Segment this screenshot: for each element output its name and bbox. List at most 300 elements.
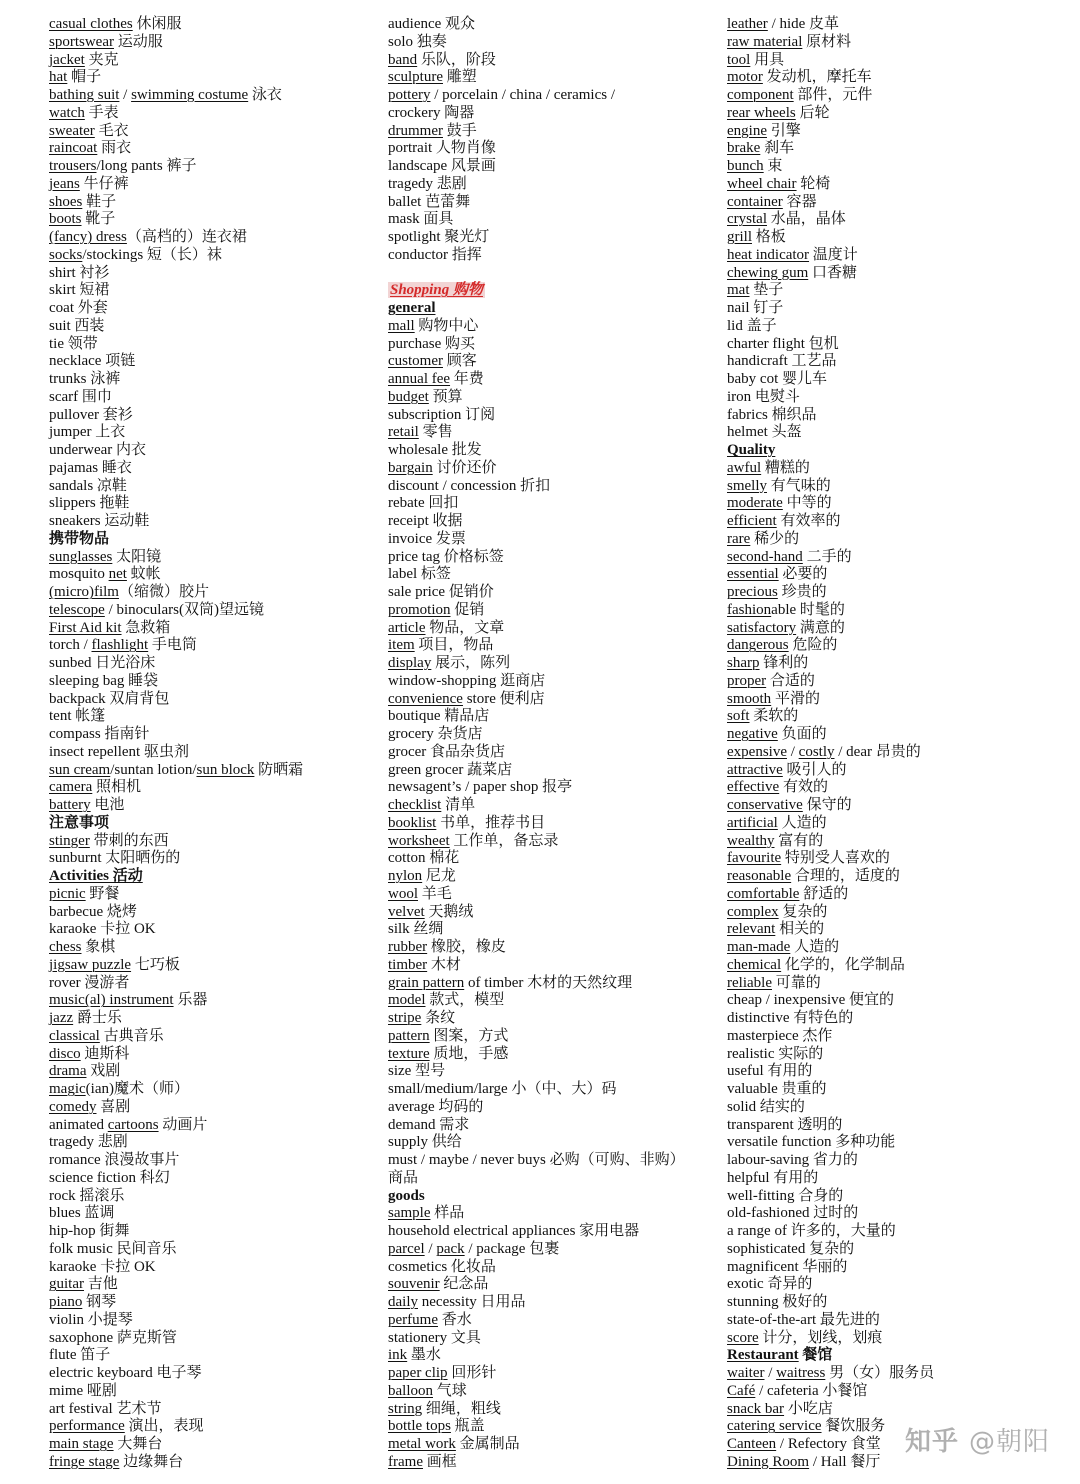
vocab-entry [49,1028,369,1046]
underlined-term: paper clip [388,1365,448,1381]
entry-text: /suntan lotion/ [110,761,197,778]
entry-text: stunning 极好的 [727,1294,828,1310]
underlined-term: attractive [727,761,783,778]
vocab-entry [388,655,708,673]
vocab-entry [727,566,1057,584]
vocab-entry [49,637,369,655]
underlined-term: engine [727,122,767,139]
entry-text: 讨价还价 [432,459,497,476]
underlined-term: fashion [727,601,772,618]
underlined-term: display [388,655,432,671]
underlined-term: general [388,300,436,316]
underlined-term: tool [727,51,751,68]
vocab-entry [49,1276,369,1294]
underlined-term: Restaurant [727,1347,799,1364]
vocab-entry [49,34,369,52]
underlined-term: model [388,992,426,1009]
vocab-entry [49,602,369,620]
underlined-term: (fancy) dress [49,229,127,245]
entry-text: must / maybe / never buys 必购（可购、非购） [388,1152,685,1168]
entry-text: 尼龙 [422,868,456,884]
entry-text: window-shopping 逛商店 [388,672,546,689]
entry-text: household electrical appliances 家用电器 [388,1223,640,1239]
entry-text: labour-saving 省力的 [727,1152,858,1168]
entry-text: 购物中心 [414,317,479,334]
vocab-entry [727,478,1057,496]
entry-text: scarf 围巾 [49,388,112,405]
entry-text: / Hall 餐厅 [809,1453,881,1470]
entry-text: 小吃店 [784,1400,833,1417]
vocab-entry [49,300,369,318]
vocab-entry [49,1063,369,1081]
underlined-term: jazz [49,1010,74,1026]
entry-text: 毛衣 [94,122,129,139]
entry-text: tie 领带 [49,335,98,352]
vocab-entry [388,211,708,229]
vocab-entry [49,1330,369,1348]
entry-text: solid 结实的 [727,1098,805,1115]
entry-text: 温度计 [809,246,858,263]
vocab-entry [49,1205,369,1223]
vocab-entry [49,460,369,478]
entry-text: / [764,1365,777,1381]
entry-text: 原材料 [802,33,852,50]
underlined-term: leather [727,16,768,32]
underlined-term: grain pattern [388,974,465,991]
underlined-term: satisfactory [727,619,797,636]
vocab-entry [49,442,369,460]
vocab-entry [49,389,369,407]
vocab-entry [49,229,369,247]
entry-text: state-of-the-art 最先进的 [727,1311,880,1328]
spacer [388,265,708,283]
vocab-entry [49,1418,369,1436]
underlined-term: string [388,1400,423,1417]
vocab-entry [727,1134,1057,1152]
entry-text: 人造的 [777,814,827,831]
underlined-term: raincoat [49,140,98,157]
underlined-term: wool [388,885,418,902]
vocab-entry [49,620,369,638]
vocab-entry [727,904,1057,922]
entry-text: 有气味的 [767,477,831,494]
entry-text: slippers 拖鞋 [49,495,130,512]
underlined-term: shoes [49,193,83,210]
entry-text: 太阳镜 [112,548,162,565]
vocab-entry [388,726,708,744]
entry-text: audience 观众 [388,16,476,32]
entry-text: 保守的 [802,797,852,813]
vocab-entry [727,424,1057,442]
entry-text: sunburnt 太阳晒伤的 [49,850,181,867]
entry-text: charter flight 包机 [727,335,839,352]
vocab-entry [49,478,369,496]
underlined-term: sunglasses [49,548,113,565]
vocab-entry [388,1028,708,1046]
entry-text: / binoculars(双筒)望远镜 [104,601,264,618]
entry-text: price tag 价格标签 [388,548,504,565]
vocab-entry [727,957,1057,975]
underlined-term: effective [727,779,780,796]
vocab-entry [49,566,369,584]
entry-text: old-fashioned 过时的 [727,1205,859,1222]
entry-text: grocery 杂货店 [388,726,483,742]
vocab-entry [388,87,708,105]
entry-text: skirt 短裙 [49,282,110,299]
entry-text: 气球 [433,1382,467,1399]
vocab-entry [49,247,369,265]
entry-text: / package 包裹 [464,1240,560,1257]
vocab-entry [727,495,1057,513]
underlined-term: dangerous [727,637,789,654]
underlined-term: performance [49,1418,125,1435]
entry-text: 稀少的 [750,530,800,547]
subsection-heading [388,1188,708,1206]
entry-text: 七巧板 [131,956,180,973]
entry-text: 细绳，粗线 [422,1400,501,1417]
entry-text: nail 钉子 [727,300,784,316]
entry-text: 轮椅 [796,175,831,192]
entry-text: 质地，手感 [429,1045,509,1062]
vocab-entry [388,1454,708,1472]
entry-text: mask 面具 [388,211,454,228]
underlined-term: frame [388,1453,423,1470]
entry-text: 墨水 [407,1347,441,1364]
vocab-entry [388,1205,708,1223]
entry-text: valuable 贵重的 [727,1081,827,1097]
entry-text: 瓶盖 [450,1418,485,1435]
entry-text: 危险的 [788,637,838,654]
underlined-term: rubber [388,939,428,955]
underlined-term: waiter [727,1365,765,1381]
entry-text: ballet 芭蕾舞 [388,193,471,210]
entry-text: 雨衣 [97,140,132,157]
vocab-entry [727,1063,1057,1081]
vocab-entry [49,1223,369,1241]
entry-text: 发动机，摩托车 [762,69,872,86]
entry-text: size 型号 [388,1063,446,1080]
vocab-entry [727,87,1057,105]
underlined-term: favourite [727,850,782,867]
underlined-term: waitress [776,1365,826,1381]
entry-text: 商品 [388,1169,419,1186]
entry-text: 戏剧 [86,1063,121,1080]
entry-text: purchase 购买 [388,335,476,352]
vocab-entry [49,371,369,389]
entry-text: subscription 订阅 [388,406,496,423]
entry-text: 平滑的 [771,690,820,707]
vocab-entry [388,1401,708,1419]
vocab-entry [49,495,369,513]
underlined-term: smelly [727,477,767,494]
entry-text: necklace 项链 [49,353,136,370]
vocab-entry [388,495,708,513]
entry-text: (ian)魔术（师） [85,1081,189,1097]
entry-text: 珍贵的 [777,584,827,600]
underlined-term: soft [727,708,750,725]
vocab-entry [727,1099,1057,1117]
vocab-entry [388,744,708,762]
vocab-entry [388,1010,708,1028]
entry-text: useful 有用的 [727,1063,813,1080]
underlined-term: wealthy [727,832,775,849]
entry-text: of timber 木材的天然纹理 [464,974,633,991]
underlined-term: awful [727,459,762,476]
underlined-term: casual clothes [49,16,133,32]
entry-text: hip-hop 街舞 [49,1223,130,1239]
entry-text: 口香糖 [808,264,857,281]
entry-text: 羊毛 [418,885,452,902]
underlined-term: daily [388,1294,418,1310]
vocab-entry [727,1046,1057,1064]
vocab-entry [727,1241,1057,1259]
entry-text: sophisticated 复杂的 [727,1240,855,1257]
underlined-term: catering service [727,1418,822,1435]
vocab-entry [727,1383,1057,1401]
vocab-entry [727,1401,1057,1419]
entry-text: 展示，陈列 [431,655,511,671]
vocab-entry [49,176,369,194]
underlined-term: essential [727,566,779,583]
vocab-entry [49,992,369,1010]
vocab-entry [49,655,369,673]
vocab-entry [49,939,369,957]
vocab-entry [49,1134,369,1152]
underlined-term: pattern [388,1027,430,1044]
entry-text: 手电筒 [148,637,197,654]
entry-text: /stockings 短（长）袜 [82,246,222,263]
entry-text: helmet 头盔 [727,424,802,441]
entry-text: 项目，物品 [414,637,494,654]
vocab-entry [727,265,1057,283]
underlined-term: convenience [388,690,463,707]
underlined-term: jigsaw puzzle [49,956,132,973]
underlined-term: budget [388,388,429,405]
entry-text: cotton 棉花 [388,850,460,867]
underlined-term: artificial [727,814,778,831]
entry-text: 吉他 [84,1276,118,1293]
entry-text: baby cot 婴儿车 [727,371,827,387]
entry-text: 垫子 [749,282,784,299]
entry-text: average 均码的 [388,1098,484,1115]
vocab-entry [388,975,708,993]
entry-text: a range of 许多的，大量的 [727,1223,896,1239]
entry-text: rock 摇滚乐 [49,1187,125,1204]
vocab-entry [388,1418,708,1436]
entry-text: / porcelain / china / ceramics / [430,87,616,103]
entry-text: cheap / inexpensive 便宜的 [727,992,895,1009]
underlined-term: jacket [49,51,85,68]
underlined-term: guitar [49,1276,84,1293]
entry-text: barbecue 烧烤 [49,903,137,920]
entry-text: distinctive 有特色的 [727,1010,854,1026]
underlined-term: chess [49,939,82,955]
vocab-entry [388,1046,708,1064]
vocab-entry [388,52,708,70]
entry-text: discount / concession 折扣 [388,477,551,494]
entry-text: 锋利的 [759,655,809,671]
entry-text: 格板 [752,229,786,245]
vocab-entry [388,1276,708,1294]
underlined-term: mat [727,282,750,299]
underlined-term: wheel chair [727,175,797,192]
vocab-entry [49,708,369,726]
entry-text: demand 需求 [388,1116,470,1133]
vocab-entry [49,353,369,371]
underlined-term: raw material [727,33,803,50]
vocab-entry [388,194,708,212]
underlined-term: annual fee [388,371,451,387]
vocab-entry [388,815,708,833]
vocab-entry [49,921,369,939]
subsection-heading [727,442,1057,460]
entry-text: sunbed 日光浴床 [49,655,156,671]
vocab-entry [727,637,1057,655]
vocab-entry [727,1117,1057,1135]
underlined-term: pottery [388,87,431,103]
entry-text: 年费 [450,371,484,387]
vocab-entry [49,211,369,229]
vocab-entry [388,549,708,567]
entry-text: iron 电熨斗 [727,388,800,405]
vocab-entry [727,779,1057,797]
entry-text: 画框 [422,1453,457,1470]
vocab-entry [727,744,1057,762]
vocab-entry [49,1117,369,1135]
vocab-entry [49,886,369,904]
vocab-entry [727,1170,1057,1188]
vocab-entry [727,1205,1057,1223]
entry-text: 钢琴 [82,1294,117,1310]
vocab-entry [388,1099,708,1117]
vocab-entry [727,34,1057,52]
vocab-entry [388,1259,708,1277]
underlined-term: fringe stage [49,1453,120,1470]
entry-text: store 便利店 [462,690,545,707]
entry-text: 富有的 [774,832,824,849]
vocab-entry [49,1099,369,1117]
entry-text: mosquito [49,566,109,583]
vocab-entry [727,16,1057,34]
entry-text: 引擎 [766,122,801,139]
vocab-entry [388,1170,708,1188]
vocab-entry [727,1223,1057,1241]
underlined-term: Shopping 购物 [390,282,483,299]
vocab-entry [388,1241,708,1259]
underlined-term: sun block [196,761,255,778]
vocab-entry [49,762,369,780]
entry-text: 可靠的 [771,974,821,991]
entry-text: 急救箱 [121,619,171,636]
entry-text: 有效率的 [776,513,841,529]
underlined-term: swimming costume [131,87,249,103]
subsection-heading [49,531,369,549]
vocab-entry [727,371,1057,389]
entry-text: 负面的 [777,726,827,742]
underlined-term: Quality [727,442,776,458]
underlined-term: negative [727,726,778,742]
entry-text: backpack 双肩背包 [49,690,170,707]
entry-text: 带刺的东西 [89,832,169,849]
underlined-term: timber [388,956,428,973]
entry-text: 纪念品 [439,1276,489,1293]
entry-text: stationery 文具 [388,1329,481,1346]
entry-text: 木材 [427,956,461,973]
entry-text: wholesale 批发 [388,442,482,458]
entry-text: 古典音乐 [99,1027,164,1044]
vocab-entry [727,921,1057,939]
vocab-entry [727,1312,1057,1330]
entry-text: 化学的，化学制品 [781,956,905,973]
vocab-entry [388,1152,708,1170]
entry-text: 回形针 [447,1365,497,1381]
underlined-term: bottle tops [388,1418,451,1435]
entry-text: exotic 奇异的 [727,1276,813,1293]
entry-text: necessity 日用品 [418,1294,526,1310]
entry-text: transparent 透明的 [727,1116,843,1133]
vocab-entry [49,1294,369,1312]
vocab-entry [727,460,1057,478]
underlined-term: proper [727,672,767,689]
underlined-term: promotion [388,601,451,618]
underlined-term: costly [798,743,835,760]
vocab-entry [388,229,708,247]
entry-text: 特别受人喜欢的 [781,850,890,867]
entry-text: 乐队，阶段 [417,51,496,68]
section-heading [388,282,708,300]
vocab-entry [49,1401,369,1419]
entry-text: masterpiece 杰作 [727,1027,833,1044]
entry-text: crockery 陶器 [388,104,475,121]
vocab-entry [727,886,1057,904]
entry-text: 泳衣 [248,87,282,103]
vocab-entry [727,1081,1057,1099]
entry-text: 香水 [437,1311,472,1328]
entry-text: sandals 凉鞋 [49,477,127,494]
entry-text: 糟糕的 [761,459,810,476]
entry-text: / Refectory 食堂 [776,1436,881,1452]
underlined-term: reliable [727,974,772,991]
entry-text: 喜剧 [96,1098,131,1115]
underlined-term: mall [388,317,415,334]
underlined-term: music(al) instrument [49,992,174,1009]
entry-text: grocer 食品杂货店 [388,743,506,760]
vocab-entry [727,318,1057,336]
vocab-entry [727,407,1057,425]
entry-text: /long pants 裤子 [96,158,197,174]
entry-text: karaoke 卡拉 OK [49,921,156,938]
vocab-entry [49,957,369,975]
entry-text: flute 笛子 [49,1347,111,1364]
entry-text: 必要的 [778,566,828,583]
vocab-entry [388,123,708,141]
entry-text: sneakers 运动鞋 [49,513,150,529]
vocab-entry [727,868,1057,886]
vocab-entry [388,1330,708,1348]
vocab-entry [388,1365,708,1383]
entry-text: spotlight 聚光灯 [388,229,490,245]
entry-text: lid 盖子 [727,317,777,334]
vocab-entry [49,744,369,762]
vocab-entry [388,513,708,531]
vocab-entry [49,850,369,868]
entry-text: coat 外套 [49,300,108,316]
entry-text: 夹克 [84,51,119,68]
underlined-term: sun cream [49,761,111,778]
vocab-entry [727,992,1057,1010]
underlined-term: metal work [388,1436,456,1452]
entry-text: 刹车 [760,140,795,157]
